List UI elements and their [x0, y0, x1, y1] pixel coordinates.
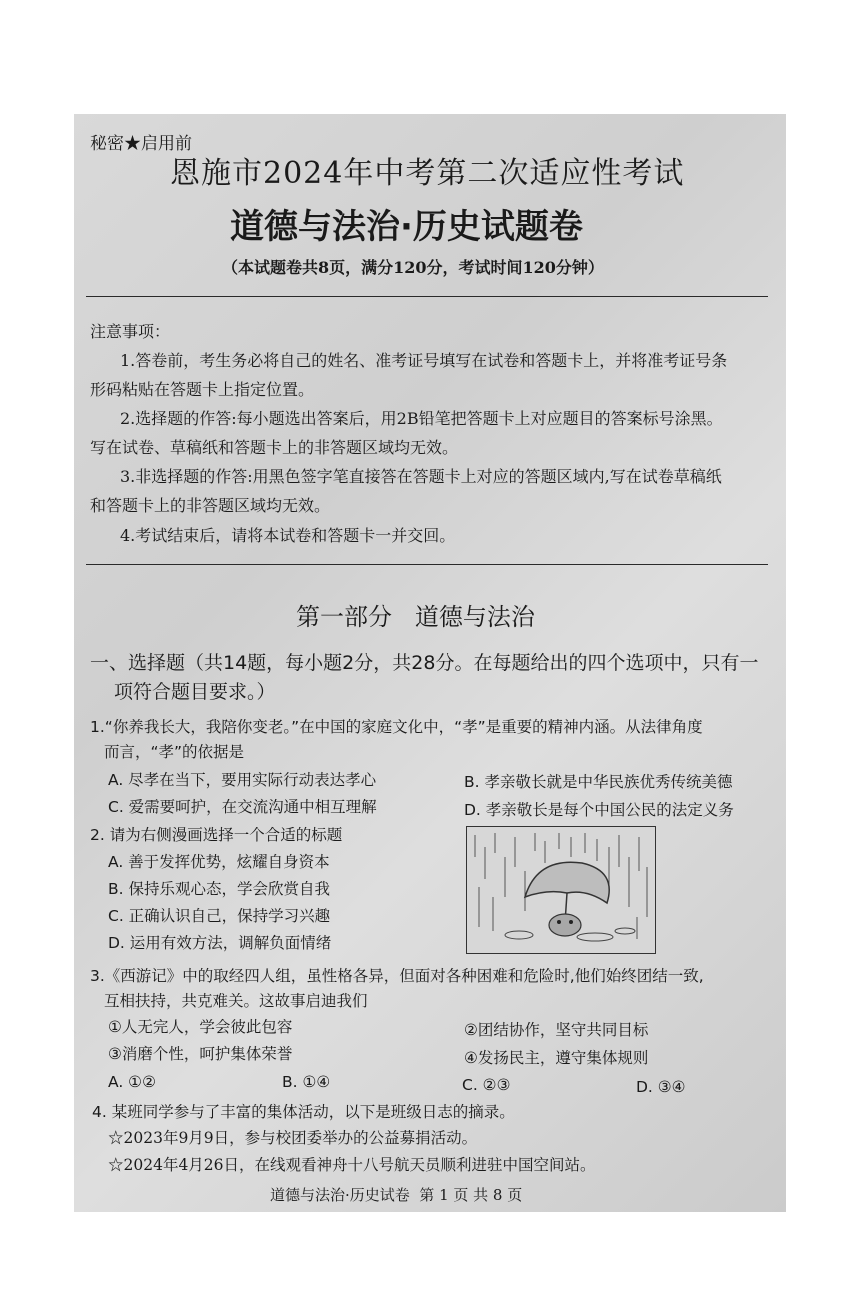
paper-info: （本试题卷共8页，满分120分，考试时间120分钟） [222, 258, 604, 277]
q1-stem: 而言，“孝”的依据是 [104, 743, 245, 761]
section-heading: 一、选择题（共14题，每小题2分，共28分。在每题给出的四个选项中，只有一 [90, 652, 759, 674]
q2-option-c: C. 正确认识自己，保持学习兴趣 [108, 907, 331, 925]
q1-option-b: B. 孝亲敬长就是中华民族优秀传统美德 [464, 773, 733, 791]
notice-line: 1.答卷前，考生务必将自己的姓名、准考证号填写在试卷和答题卡上，并将准考证号条 [120, 351, 728, 370]
exam-paper [74, 114, 786, 1212]
comic-illustration [466, 826, 656, 954]
q3-statement-4: ④发扬民主，遵守集体规则 [464, 1049, 649, 1067]
q3-stem: 互相扶持，共克难关。这故事启迪我们 [104, 992, 368, 1010]
q4-stem: 4. 某班同学参与了丰富的集体活动，以下是班级日志的摘录。 [92, 1103, 515, 1121]
notice-line: 3.非选择题的作答:用黑色签字笔直接答在答题卡上对应的答题区域内,写在试卷草稿纸 [120, 467, 722, 486]
q3-option-b: B. ①④ [282, 1073, 331, 1091]
q2-option-d: D. 运用有效方法，调解负面情绪 [108, 934, 332, 952]
q3-statement-3: ③消磨个性，呵护集体荣誉 [108, 1045, 293, 1063]
notice-line: 和答题卡上的非答题区域均无效。 [90, 496, 331, 515]
q3-option-d: D. ③④ [636, 1078, 686, 1096]
notice-line: 写在试卷、草稿纸和答题卡上的非答题区域均无效。 [90, 438, 459, 457]
notice-line: 2.选择题的作答:每小题选出答案后，用2B铅笔把答题卡上对应题目的答案标号涂黑。 [120, 409, 723, 428]
q4-log-entry: ☆2024年4月26日，在线观看神舟十八号航天员顺利进驻中国空间站。 [108, 1156, 596, 1174]
q3-option-a: A. ①② [108, 1073, 156, 1091]
notice-divider [86, 564, 768, 565]
q2-stem: 2. 请为右侧漫画选择一个合适的标题 [90, 826, 343, 844]
page-footer: 道德与法治·历史试卷 第 1 页 共 8 页 [270, 1186, 523, 1204]
paper-title: 道德与法治·历史试题卷 [230, 207, 583, 247]
q2-option-a: A. 善于发挥优势，炫耀自身资本 [108, 853, 330, 871]
q3-statement-1: ①人无完人，学会彼此包容 [108, 1018, 293, 1036]
notice-line: 4.考试结束后，请将本试卷和答题卡一并交回。 [120, 526, 456, 545]
exam-title: 恩施市2024年中考第二次适应性考试 [170, 156, 685, 191]
q3-statement-2: ②团结协作，坚守共同目标 [464, 1021, 649, 1039]
part-title: 第一部分 道德与法治 [296, 603, 535, 631]
secret-mark: 秘密★启用前 [90, 134, 192, 154]
q1-option-d: D. 孝亲敬长是每个中国公民的法定义务 [464, 801, 734, 819]
q1-stem: 1.“你养我长大，我陪你变老。”在中国的家庭文化中，“孝”是重要的精神内涵。从法律角度 [90, 718, 703, 736]
header-divider [86, 296, 768, 297]
section-heading: 项符合题目要求。） [114, 681, 276, 703]
q2-option-b: B. 保持乐观心态，学会欣赏自我 [108, 880, 330, 898]
rain-comic-image [467, 827, 655, 953]
q3-option-c: C. ②③ [462, 1076, 511, 1094]
q1-option-c: C. 爱需要呵护，在交流沟通中相互理解 [108, 798, 377, 816]
notice-line: 形码粘贴在答题卡上指定位置。 [90, 380, 315, 399]
q4-log-entry: ☆2023年9月9日，参与校团委举办的公益募捐活动。 [108, 1129, 478, 1147]
q3-stem: 3.《西游记》中的取经四人组，虽性格各异，但面对各种困难和危险时,他们始终团结一致, [90, 967, 704, 985]
q1-option-a: A. 尽孝在当下，要用实际行动表达孝心 [108, 771, 377, 789]
notice-title: 注意事项： [90, 322, 171, 341]
